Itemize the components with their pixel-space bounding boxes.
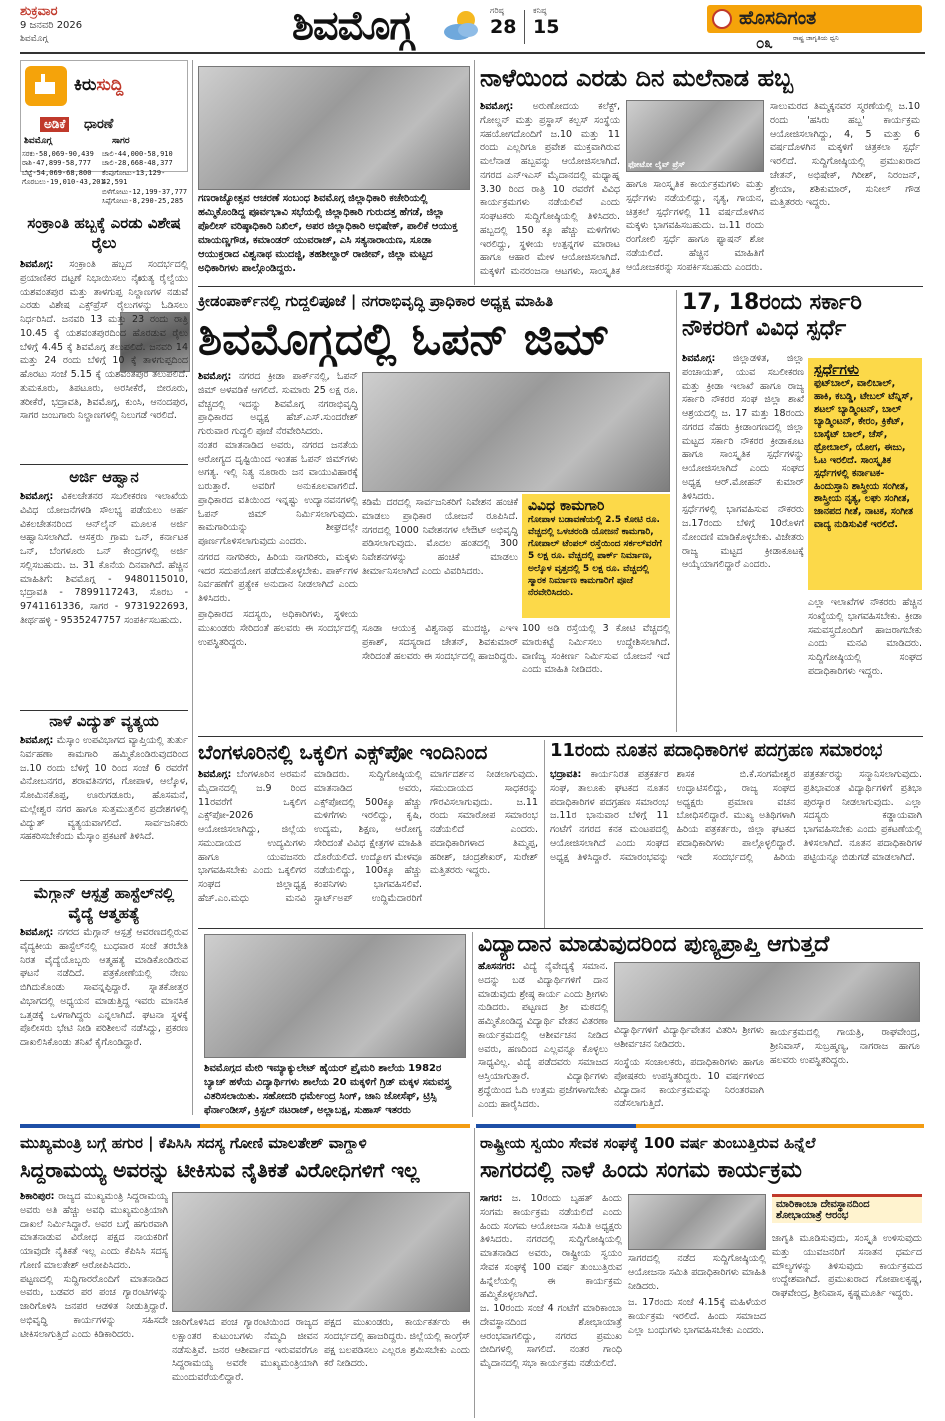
rss-side-badge: ಮಾರಿಕಾಂಬಾ ದೇವಸ್ಥಾನದಿಂದ ಶೋಭಾಯಾತ್ರೆ ಆರಂಭ [772, 1194, 922, 1223]
market-row: ಚಾಲಿ-28,668-48,377 [102, 159, 173, 168]
vidyadana-dateline: ಹೊಸನಗರ: [478, 961, 516, 972]
rss-story-col2: ಜ. 17ರಂದು ಸಂಜೆ 4.15ಕ್ಕೆ ಮಹಿಳೆಯರ ಕಾರ್ಯಕ್ರಮ ಇರಲಿದೆ. ಹಿಂದು ಸಮಾಜದ ಎಲ್ಲಾ ಬಂಧುಗಳು ಭಾಗವಹಿಸಬೇಕು ಎಂದರು. [628, 1297, 766, 1336]
market-row: ಕೆಂಪುಗೋಟು-13,129-42,591 [102, 168, 166, 187]
meeting-caption: ಗಣರಾಜ್ಯೋತ್ಸವ ಆಚರಣೆ ಸಂಬಂಧ ಶಿವಮೊಗ್ಗ ಜಿಲ್ಲಾಧಿಕಾರಿ ಕಚೇರಿಯಲ್ಲಿ ಹಮ್ಮಿಕೊಂಡಿದ್ದ ಪೂರ್ವಭಾವಿ ಸಭೆಯಲ್ಲಿ ಜಿಲ್ಲಾಧಿಕಾರಿ ಗುರುದತ್ತ ಹೆಗಡೆ, ಜಿಲ್ಲಾ ಪೊಲೀಸ್ ವರಿಷ್ಠಾಧಿಕಾರಿ ನಿಖಿಲ್, ಅಪರ ಜಿಲ್ಲಾಧಿಕಾರಿ ಅಭಿಷೇಕ್, ಪಾಲಿಕೆ ಆಯುಕ್ತ ಮಾಯಣ್ಣಗೌಡ, ಕಮಾಂಡರ್ ಯುವರಾಜ್, ಎಸಿ ಸತ್ಯನಾರಾಯಣ, ಸೂಡಾ ಆಯುಕ್ತರಾದ ವಿಶ್ವನಾಥ ಮುದಜ್ಜಿ, ತಹಶೀಲ್ದಾರ್ ರಾಜೀವ್, ಜಿಲ್ಲಾ ಮಟ್ಟದ ಅಧಿಕಾರಿಗಳು ಪಾಲ್ಗೊಂಡಿದ್ದರು. [198, 193, 458, 274]
power-text: ಮೆಸ್ಕಾಂ ಉಪವಿಭಾಗದ ವ್ಯಾಪ್ತಿಯಲ್ಲಿ ತುರ್ತು ನಿರ್ವಹಣಾ ಕಾಮಗಾರಿ ಹಮ್ಮಿಕೊಂಡಿರುವುದರಿಂದ ಜ.10 ರಂದು ಬೆಳಿಗ್ಗೆ 10 ರಿಂದ ಸಂಜೆ 6 ರವರೆಗೆ ವಿನೋಬನಗರ, ಶರಾವತಿನಗರ, ಗೋಪಾಳ, ಆಲ್ಕೊಳ, ಸೋಮಿನಕೊಪ್ಪ, ಊರುಗಡೂರು, ಹೊಸಮನೆ, ಮಲ್ಲೇಶ್ವರ ನಗರ ಹಾಗೂ ಸುತ್ತಮುತ್ತಲಿನ ಪ್ರದೇಶಗಳಲ್ಲಿ ವಿದ್ಯುತ್ ವ್ಯತ್ಯಯವಾಗಲಿದೆ. ಸಾರ್ವಜನಿಕರು ಸಹಕರಿಸಬೇಕೆಂದು ಮೆಸ್ಕಾಂ ಪ್ರಕಟಣೆ ತಿಳಿಸಿದೆ. [20, 735, 188, 843]
vidyadana-story-col1 [478, 960, 608, 1117]
brand-emblem-icon [712, 9, 732, 29]
max-temp-block [490, 6, 516, 38]
okkaliga-text: ಬೆಂಗಳೂರಿನ ಅರಮನೆ ಮೈದಾನದಲ್ಲಿ ಜ.9 ರಿಂದ 11ರವರೆಗೆ ಒಕ್ಕಲಿಗ ಎಕ್ಸ್‌ಪೋ-2026 ಆಯೋಜಿಸಲಾಗಿದ್ದು, ಜಿಲ್ಲೆಯ ಸಮುದಾಯದ ಉದ್ಯಮಿಗಳು ಹಾಗೂ ಯುವಜನರು ಭಾಗವಹಿಸಬೇಕು ಎಂದು ಒಕ್ಕಲಿಗರ ಸಂಘದ ಜಿಲ್ಲಾಧ್ಯಕ್ಷ ಹೆಚ್.ಎಂ.ಮಧು ಮನವಿ ಮಾಡಿದರು. ಸುದ್ದಿಗೋಷ್ಠಿಯಲ್ಲಿ ಮಾತನಾಡಿದ ಅವರು, ಎಕ್ಸ್‌ಪೋದಲ್ಲಿ 500ಕ್ಕೂ ಹೆಚ್ಚು ಮಳಿಗೆಗಳು ಇರಲಿದ್ದು, ಕೃಷಿ, ಉದ್ಯಮ, ಶಿಕ್ಷಣ, ಆರೋಗ್ಯ ಸೇರಿದಂತೆ ವಿವಿಧ ಕ್ಷೇತ್ರಗಳ ಮಾಹಿತಿ ದೊರೆಯಲಿದೆ. ಉದ್ಯೋಗ ಮೇಳವೂ ನಡೆಯಲಿದ್ದು, 100ಕ್ಕೂ ಹೆಚ್ಚು ಕಂಪನಿಗಳು ಭಾಗವಹಿಸಲಿವೆ. ಸ್ಟಾರ್ಟ್‌ಅಪ್ ಉದ್ದಿಮೆದಾರರಿಗೆ ಮಾರ್ಗದರ್ಶನ ನೀಡಲಾಗುವುದು. ಸಮುದಾಯದ ಸಾಧಕರನ್ನು ಗೌರವಿಸಲಾಗುವುದು. ಜ.11 ರಂದು ಸಮಾರೋಪ ಸಮಾರಂಭ ನಡೆಯಲಿದೆ ಎಂದರು. ಪದಾಧಿಕಾರಿಗಳಾದ ತಿಮ್ಮಪ್ಪ, ಹರೀಶ್, ಚಂದ್ರಶೇಖರ್, ಸುರೇಶ್ ಮತ್ತಿತರರು ಇದ್ದರು. [198, 769, 538, 904]
competition-story-col2: ಎಲ್ಲಾ ಇಲಾಖೆಗಳ ನೌಕರರು ಹೆಚ್ಚಿನ ಸಂಖ್ಯೆಯಲ್ಲಿ ಭಾಗವಹಿಸಬೇಕು. ಕ್ರೀಡಾ ಸಮವಸ್ತ್ರದೊಂದಿಗೆ ಹಾಜರಾಗಬೇಕು ಎಂದು ಮನವಿ ಮಾಡಿದರು. ಸುದ್ದಿಗೋಷ್ಠಿಯಲ್ಲಿ ಸಂಘದ ಪದಾಧಿಕಾರಿಗಳು ಇದ್ದರು. [808, 597, 922, 677]
oath-dateline: ಭದ್ರಾವತಿ: [550, 769, 582, 780]
dharane-label: ಧಾರಣೆ [84, 117, 114, 132]
application-story [20, 490, 188, 708]
train-dateline: ಶಿವಮೊಗ್ಗ: [20, 259, 54, 270]
cm-story-col2: ಜಾರಿಗೊಳಿಸಿದ ಪಂಚ ಗ್ಯಾರಂಟಿಯಿಂದ ರಾಜ್ಯದ ಲಕ್ಷಾಂತರ ಕುಟುಂಬಗಳು ನೆಮ್ಮದಿ ಜೀವನ ನಡೆಸುತ್ತಿವೆ. ಜನರ ಆಶೀರ್ವಾದ ಇರುವವರೆಗೂ ಸಿದ್ದರಾಮಯ್ಯ ಅವರೇ ಮುಖ್ಯಮಂತ್ರಿಯಾಗಿ ಮುಂದುವರೆಯಲಿದ್ದಾರೆ. [172, 1317, 318, 1384]
pointing-hand-icon [25, 66, 67, 106]
market-row: ಚಾಲಿ-44,000-58,910 [102, 150, 173, 158]
rule [472, 932, 473, 1117]
masthead-rule [20, 52, 925, 54]
application-text: ವಿಕಲಚೇತನರ ಸಬಲೀಕರಣ ಇಲಾಖೆಯ ವಿವಿಧ ಯೋಜನೆಗಳಡಿ ಸೌಲಭ್ಯ ಪಡೆಯಲು ಅರ್ಹ ವಿಕಲಚೇತನರಿಂದ ಆನ್‌ಲೈನ್ ಮೂಲಕ ಅರ್ಜಿ ಆಹ್ವಾನಿಸಲಾಗಿದೆ. ಆಸಕ್ತರು ಗ್ರಾಮ ಒನ್, ಕರ್ನಾಟಕ ಒನ್, ಬೆಂಗಳೂರು ಒನ್ ಕೇಂದ್ರಗಳಲ್ಲಿ ಅರ್ಜಿ ಸಲ್ಲಿಸಬಹುದು. ಜ. 31 ಕೊನೆಯ ದಿನವಾಗಿದೆ. ಹೆಚ್ಚಿನ ಮಾಹಿತಿಗೆ: ಶಿವಮೊಗ್ಗ - 9480115010, ಭದ್ರಾವತಿ - 7899117243, ಸೊರಬ - 9741161336, ಸಾಗರ - 9731922693, ತೀರ್ಥಹಳ್ಳಿ - 9535247757 ಸಂಪರ್ಕಿಸಬಹುದು. [20, 491, 188, 626]
rule [676, 290, 677, 732]
market-table-right [102, 150, 188, 207]
school-caption: ಶಿವಮೊಗ್ಗದ ಮೇರಿ ಇಮ್ಯಾಕ್ಯುಲೇಟ್ ಹೈಯರ್ ಪ್ರೈಮರಿ ಶಾಲೆಯ 1982ರ ಬ್ಯಾಚ್ ಹಳೆಯ ವಿದ್ಯಾರ್ಥಿಗಳು ಶಾಲೆಯ 20 ಮಕ್ಕಳಿಗೆ ಗ್ರಿಡ್ ಮಕ್ಕಳ ಸಮವಸ್ತ್ರ ವಿತರಿಸಲಾಯಿತು. ಸಹೋದರಿ ಧರ್ಮೇಂದ್ರ ಸಿಂಗ್, ಜಾನಿ ಜೋಸೆಫ್, ಟ್ರಿಸ್ಸಿ ಫೆರ್ನಾಂಡೀಸ್, ಕ್ರಿಸ್ಟಲ್ ನಟರಾಜ್, ಅಲ್ಲಾಬಕ್ಷ, ಸುಹಾಸ್ ಇತರರು [204, 1063, 451, 1116]
page-number: ೦೩ [756, 34, 773, 52]
hostel-story [20, 926, 188, 1114]
hostel-headline: ಮೆಗ್ಗಾನ್ ಆಸ್ಪತ್ರೆ ಹಾಸ್ಟೆಲ್‌ನಲ್ಲಿ ವೈದ್ಯೆ ಆತ್ಮಹತ್ಯೆ [33, 884, 175, 922]
gym-story-col4: ಸೂಡಾ ಆಯುಕ್ತ ವಿಶ್ವನಾಥ ಮುದಜ್ಜಿ, ಎಇಇ ಪ್ರಕಾಶ್, ಸದಸ್ಯರಾದ ಚೇತನ್, ಶಿವಕುಮಾರ್ ಸೇರಿದಂತೆ ಹಲವರು ಈ ಸಂದರ್ಭದಲ್ಲಿ ಹಾಜರಿದ್ದರು. [362, 623, 518, 662]
okkaliga-dateline: ಶಿವಮೊಗ್ಗ: [198, 769, 232, 780]
rule [544, 740, 545, 928]
competition-text1: ಜಿಲ್ಲಾಡಳಿತ, ಜಿಲ್ಲಾ ಪಂಚಾಯತ್, ಯುವ ಸಬಲೀಕರಣ ಮತ್ತು ಕ್ರೀಡಾ ಇಲಾಖೆ ಹಾಗೂ ರಾಜ್ಯ ಸರ್ಕಾರಿ ನೌಕರರ ಸಂಘ ಜಿಲ್ಲಾ ಶಾಖೆ ಆಶ್ರಯದಲ್ಲಿ ಜ. 17 ಮತ್ತು 18ರಂದು ನಗರದ ನೆಹರು ಕ್ರೀಡಾಂಗಣದಲ್ಲಿ ಜಿಲ್ಲಾ ಮಟ್ಟದ ಸರ್ಕಾರಿ ನೌಕರರ ಕ್ರೀಡಾಕೂಟ ಹಾಗೂ ಸಾಂಸ್ಕೃತಿಕ ಸ್ಪರ್ಧೆಗಳನ್ನು ಆಯೋಜಿಸಲಾಗಿದೆ ಎಂದು ಸಂಘದ ಅಧ್ಯಕ್ಷ ಆರ್.ಮೋಹನ್ ಕುಮಾರ್ ತಿಳಿಸಿದರು. [682, 353, 804, 502]
rule [20, 710, 188, 711]
works-box [522, 494, 670, 618]
cm-photo [172, 1192, 470, 1312]
rss-accent-bar [476, 1124, 636, 1128]
works-box-title: ವಿವಿಧ ಕಾಮಗಾರಿ [528, 498, 605, 514]
rss-text2: ಜ. 10ರಂದು ಸಂಜೆ 4 ಗಂಟೆಗೆ ಮಾರಿಕಾಂಬಾ ದೇವಸ್ಥಾನದಿಂದ ಶೋಭಾಯಾತ್ರೆ ಆರಂಭವಾಗಲಿದ್ದು, ನಗರದ ಪ್ರಮುಖ ಬೀದಿಗಳಲ್ಲಿ ಸಾಗಲಿದೆ. ನಂತರ ಗಾಂಧಿ ಮೈದಾನದಲ್ಲಿ ಸಭಾ ಕಾರ್ಯಕ್ರಮ ನಡೆಯಲಿದೆ. [480, 1303, 622, 1370]
cm-text1: ರಾಜ್ಯದ ಮುಖ್ಯಮಂತ್ರಿ ಸಿದ್ದರಾಮಯ್ಯ ಅವರು ಅತಿ ಹೆಚ್ಚು ಅವಧಿ ಮುಖ್ಯಮಂತ್ರಿಯಾಗಿ ದಾಖಲೆ ನಿರ್ಮಿಸಿದ್ದಾರೆ. ಅವರ ಬಗ್ಗೆ ಹಗುರವಾಗಿ ಮಾತನಾಡುವ ವಿರೋಧ ಪಕ್ಷದ ನಾಯಕರಿಗೆ ಯಾವುದೇ ನೈತಿಕತೆ ಇಲ್ಲ ಎಂದು ಕೆಪಿಸಿಸಿ ಸದಸ್ಯ ಗೋಣಿ ಮಾಲತೇಶ್ ಆರೋಪಿಸಿದರು. [20, 1191, 168, 1271]
brand-tagline: ರಾಷ್ಟ್ರ ಜಾಗೃತಿಯ ಧ್ವನಿ [793, 34, 839, 42]
gym-photo [362, 372, 670, 492]
adike-tag: ಅಡಿಕೆ [40, 117, 69, 132]
vidyadana-photo-caption: ವಿದ್ಯಾರ್ಥಿಗಳಿಗೆ ವಿದ್ಯಾರ್ಥಿವೇತನ ವಿತರಿಸಿ ಶ್ರೀಗಳು ಆಶೀರ್ವಚನ ನೀಡಿದರು. [614, 1025, 764, 1050]
gym-headline: ಶಿವಮೊಗ್ಗದಲ್ಲಿ ಓಪನ್ ಜಿಮ್ [198, 314, 610, 365]
gym-story-col2: ಕಡಿಮೆ ದರದಲ್ಲಿ ಸಾರ್ವಜನಿಕರಿಗೆ ನಿವೇಶನ ಹಂಚಿಕೆ ಮಾಡಲು ಪ್ರಾಧಿಕಾರ ಯೋಜನೆ ರೂಪಿಸಿದೆ. ನಗರದಲ್ಲಿ 1000 ನಿವೇಶನಗಳ ಲೇಔಟ್ ಅಭಿವೃದ್ಧಿ ಪಡಿಸಲಾಗುವುದು. ಮೊದಲ ಹಂತದಲ್ಲಿ 300 ನಿವೇಶನಗಳನ್ನು ಹಂಚಿಕೆ ಮಾಡಲು ತೀರ್ಮಾನಿಸಲಾಗಿದೆ ಎಂದು ವಿವರಿಸಿದರು. [362, 497, 518, 577]
hostel-text: ನಗರದ ಮೆಗ್ಗಾನ್ ಆಸ್ಪತ್ರೆ ಆವರಣದಲ್ಲಿರುವ ವೈದ್ಯಕೀಯ ಹಾಸ್ಟೆಲ್‌ನಲ್ಲಿ ಬುಧವಾರ ಸಂಜೆ ತರಬೇತಿ ನಿರತ ವೈದ್ಯೆಯೊಬ್ಬರು ಆತ್ಮಹತ್ಯೆ ಮಾಡಿಕೊಂಡಿರುವ ಘಟನೆ ನಡೆದಿದೆ. ಪತ್ರಕೋಣೆಯಲ್ಲಿ ನೇಣು ಬಿಗಿದುಕೊಂಡು ಸಾವನ್ನಪ್ಪಿದ್ದಾರೆ. ಸ್ನಾತಕೋತ್ತರ ವಿಭಾಗದಲ್ಲಿ ಅಧ್ಯಯನ ಮಾಡುತ್ತಿದ್ದ ಇವರು ಮಾನಸಿಕ ಒತ್ತಡಕ್ಕೆ ಒಳಗಾಗಿದ್ದರು ಎನ್ನಲಾಗಿದೆ. ಘಟನಾ ಸ್ಥಳಕ್ಕೆ ಪೊಲೀಸರು ಭೇಟಿ ನೀಡಿ ಪರಿಶೀಲನೆ ನಡೆಸಿದ್ದು, ಪ್ರಕರಣ ದಾಖಲಿಸಿಕೊಂಡು ತನಿಖೆ ಕೈಗೊಂಡಿದ್ದಾರೆ. [20, 927, 188, 1049]
works-box-text: ಗೋಪಾಳ ಬಡಾವಣೆಯಲ್ಲಿ 2.5 ಕೋಟಿ ರೂ. ವೆಚ್ಚದಲ್ಲಿ ಒಳಚರಂಡಿ ಯೋಜನೆ ಕಾಮಗಾರಿ, ಗೋಪಾಲ್ ಟೆಂಪಲ್ ರಸ್ತೆಯಿಂದ ಸರ್ಕಲ್‌ವರೆಗೆ 5 ಲಕ್ಷ ರೂ. ವೆಚ್ಚದಲ್ಲಿ ಪಾರ್ಕ್ ನಿರ್ಮಾಣ, ಅಲ್ಕೊಳ ವೃತ್ತದಲ್ಲಿ 5 ಲಕ್ಷ ರೂ. ವೆಚ್ಚದಲ್ಲಿ ಸ್ಮಾರಕ ನಿರ್ಮಾಣ ಕಾಮಗಾರಿಗೆ ಪೂಜೆ ನೆರವೇರಿಸಿದರು. [528, 515, 662, 598]
rss-story-col3: ಜಾಗೃತಿ ಮೂಡಿಸುವುದು, ಸಂಸ್ಕೃತಿ ಉಳಿಸುವುದು ಮತ್ತು ಯುವಜನರಿಗೆ ಸನಾತನ ಧರ್ಮದ ಮೌಲ್ಯಗಳನ್ನು ತಿಳಿಸುವುದು ಕಾರ್ಯಕ್ರಮದ ಉದ್ದೇಶವಾಗಿದೆ. ಪ್ರಮುಖರಾದ ಗೋಪಾಲಕೃಷ್ಣ, ರಾಘವೇಂದ್ರ, ಶ್ರೀನಿವಾಸ, ಕೃಷ್ಣಮೂರ್ತಿ ಇದ್ದರು. [772, 1233, 922, 1300]
competition-headline: 17, 18ರಂದು ಸರ್ಕಾರಿ ನೌಕರರಿಗೆ ವಿವಿಧ ಸ್ಪರ್ಧೆ [682, 290, 862, 342]
masthead-city: ಶಿವಮೊಗ್ಗ [20, 34, 48, 44]
cm-headline: ಸಿದ್ದರಾಮಯ್ಯ ಅವರನ್ನು ಟೀಕಿಸುವ ನೈತಿಕತೆ ವಿರೋಧಿಗಳಿಗೆ ಇಲ್ಲ [20, 1158, 420, 1182]
application-headline: ಅರ್ಜಿ ಆಹ್ವಾನ [69, 468, 139, 486]
gym-dateline: ಶಿವಮೊಗ್ಗ: [198, 371, 232, 382]
sports-box-text: ಫುಟ್‌ಬಾಲ್, ವಾಲಿಬಾಲ್, ಹಾಕಿ, ಕಬಡ್ಡಿ, ಟೇಬಲ್ ಟೆನ್ನಿಸ್, ಶಟಲ್ ಬ್ಯಾಡ್ಮಿಂಟನ್, ಬಾಲ್ ಬ್ಯಾಡ್ಮಿಂಟನ್, ಕೇರಂ, ಕ್ರಿಕೆಟ್, ಬಾಸ್ಕೆಟ್ ಬಾಲ್, ಚೆಸ್, ಥ್ರೋಬಾಲ್, ಯೋಗ, ಈಜು, ಓಟ ಇರಲಿದೆ. ಸಾಂಸ್ಕೃತಿಕ ಸ್ಪರ್ಧೆಗಳಲ್ಲಿ ಕರ್ನಾಟಕ-ಹಿಂದುಸ್ತಾನಿ ಶಾಸ್ತ್ರೀಯ ಸಂಗೀತ, ಶಾಸ್ತ್ರೀಯ ನೃತ್ಯ, ಲಘು ಸಂಗೀತ, ಜಾನಪದ ಗೀತೆ, ನಾಟಕ, ಸಂಗೀತ ವಾದ್ಯ ನುಡಿಸುವಿಕೆ ಇರಲಿದೆ. [814, 378, 914, 530]
rss-accent-bar-2 [636, 1124, 924, 1128]
competition-dateline: ಶಿವಮೊಗ್ಗ: [682, 353, 716, 364]
rule [20, 880, 188, 881]
rss-story-col1 [480, 1192, 622, 1416]
kiru-title-b: ಸುದ್ದಿ [96, 75, 124, 95]
gym-text1: ನಗರದ ಕ್ರೀಡಾ ಪಾರ್ಕ್‌ನಲ್ಲಿ, ಓಪನ್ ಜಿಮ್ ಅಳವಡಿಕೆ ಆಗಲಿದೆ. ಸುಮಾರು 25 ಲಕ್ಷ ರೂ. ವೆಚ್ಚದಲ್ಲಿ ಇದನ್ನು ಶಿವಮೊಗ್ಗ ನಗರಾಭಿವೃದ್ಧಿ ಪ್ರಾಧಿಕಾರದ ಅಧ್ಯಕ್ಷ ಹೆಚ್.ಎಸ್.ಸುಂದರೇಶ್ ಗುರುವಾರ ಗುದ್ದಲಿ ಪೂಜೆ ನೆರವೇರಿಸಿದರು. [198, 371, 358, 438]
rule [198, 928, 923, 929]
cm-accent-bar [20, 1124, 200, 1128]
train-story [20, 258, 188, 458]
power-story [20, 734, 188, 874]
malenadu-story-col3: ಸಾಲುಮರದ ತಿಮ್ಮಕ್ಕನವರ ಸ್ಮರಣೆಯಲ್ಲಿ ಜ.10 ರಂದು 'ಹಸಿರು ಹಬ್ಬ' ಕಾರ್ಯಕ್ರಮ ಆಯೋಜಿಸಲಾಗಿದ್ದು, 4, 5 ಮತ್ತು 6 ವರ್ಷದೊಳಗಿನ ಮಕ್ಕಳಿಗೆ ಚಿತ್ರಕಲಾ ಸ್ಪರ್ಧೆ ಇರಲಿದೆ. ಸುದ್ದಿಗೋಷ್ಠಿಯಲ್ಲಿ ಪ್ರಮುಖರಾದ ಚೇತನ್, ಅಭಿಷೇಕ್, ಗಿರೀಶ್, ನಿರಂಜನ್, ಶ್ರೇಯಾ, ಶಶಿಕುಮಾರ್, ಸುನೀಲ್ ಗೌಡ ಮತ್ತಿತರರು ಇದ್ದರು. [770, 101, 920, 209]
cm-accent-bar-2 [200, 1124, 470, 1128]
train-text: ಸಂಕ್ರಾಂತಿ ಹಬ್ಬದ ಸಂದರ್ಭದಲ್ಲಿ ಪ್ರಯಾಣಿಕರ ದಟ್ಟಣೆ ನಿಭಾಯಿಸಲು ನೈಋತ್ಯ ರೈಲ್ವೆಯು ಯಶವಂತಪುರ ಮತ್ತು ತಾಳಗುಪ್ಪ ನಿಲ್ದಾಣಗಳ ನಡುವೆ ಎರಡು ವಿಶೇಷ ಎಕ್ಸ್‌ಪ್ರೆಸ್ ರೈಲುಗಳನ್ನು ಓಡಿಸಲು ನಿರ್ಧರಿಸಿದೆ. ಜನವರಿ 13 ಮತ್ತು 23 ರಂದು ರಾತ್ರಿ 10.45 ಕ್ಕೆ ಯಶವಂತಪುರದಿಂದ ಹೊರಡುವ ರೈಲು ಬೆಳಿಗ್ಗೆ 4.45 ಕ್ಕೆ ಶಿವಮೊಗ್ಗ ತಲುಪಲಿದೆ. ಜನವರಿ 14 ಮತ್ತು 24 ರಂದು ಬೆಳಿಗ್ಗೆ 10 ಕ್ಕೆ ತಾಳಗುಪ್ಪದಿಂದ ಹೊರಟು ಸಂಜೆ 5.15 ಕ್ಕೆ ಯಶವಂತಪುರ ತಲುಪಲಿದೆ. ತುಮಕೂರು, ತಿಪಟೂರು, ಅರಸೀಕೆರೆ, ಬೀರೂರು, ತರೀಕೆರೆ, ಭದ್ರಾವತಿ, ಶಿವಮೊಗ್ಗ, ಕುಂಸಿ, ಆನಂದಪುರ, ಸಾಗರ ಜಂಬಗಾರು ನಿಲ್ದಾಣಗಳಲ್ಲಿ ನಿಲುಗಡೆ ಇರಲಿದೆ. [20, 259, 188, 422]
malenadu-headline: ನಾಳೆಯಿಂದ ಎರಡು ದಿನ ಮಲೆನಾಡ ಹಬ್ಬ [480, 64, 794, 92]
competition-text2: ಸ್ಪರ್ಧೆಗಳಲ್ಲಿ ಭಾಗವಹಿಸುವ ನೌಕರರು ಜ.17ರಂದು ಬೆಳಿಗ್ಗೆ 10ರೊಳಗೆ ನೋಂದಣಿ ಮಾಡಿಕೊಳ್ಳಬೇಕು. ವಿಜೇತರು ರಾಜ್ಯ ಮಟ್ಟದ ಕ್ರೀಡಾಕೂಟಕ್ಕೆ ಆಯ್ಕೆಯಾಗಲಿದ್ದಾರೆ ಎಂದರು. [682, 504, 804, 571]
gym-text3: ನಗರದ ನಾಗರಿಕರು, ಹಿರಿಯ ನಾಗರಿಕರು, ಮಕ್ಕಳು ಇದರ ಸದುಪಯೋಗ ಪಡೆದುಕೊಳ್ಳಬೇಕು. ಪಾರ್ಕ್‌ಗಳ ನಿರ್ವಹಣೆಗೆ ಪ್ರತ್ಯೇಕ ಅನುದಾನ ನೀಡಲಾಗಿದೆ ಎಂದು ತಿಳಿಸಿದರು. [198, 551, 358, 605]
market-row: ರಾಶಿ-47,899-58,777 [22, 159, 92, 168]
power-headline: ನಾಳೆ ವಿದ್ಯುತ್ ವ್ಯತ್ಯಯ [49, 712, 159, 730]
min-temp-label: ಕನಿಷ್ಠ [533, 6, 547, 15]
malenadu-text2: ಹಬ್ಬದಲ್ಲಿ 150 ಕ್ಕೂ ಹೆಚ್ಚು ಮಳಿಗೆಗಳು ಇರಲಿದ್ದು, ಸ್ಥಳೀಯ ಉತ್ಪನ್ನಗಳ ಮಾರಾಟ ಹಾಗೂ ಆಹಾರ ಮೇಳ ಆಯೋಜಿಸಲಾಗಿದೆ. ಮಕ್ಕಳಿಗೆ ಮನರಂಜನಾ ಆಟಗಳು, ಸಾಂಸ್ಕೃತಿಕ [480, 224, 620, 278]
train-headline: ಸಂಕ್ರಾಂತಿ ಹಬ್ಬಕ್ಕೆ ಎರಡು ವಿಶೇಷ ರೈಲು [27, 214, 181, 252]
meeting-photo [198, 66, 470, 190]
market-col2-head: ಸಾಗರ [112, 136, 130, 146]
vidyadana-story-col3: ಕಾರ್ಯಕ್ರಮದಲ್ಲಿ ಗಾಯತ್ರಿ, ರಾಘವೇಂದ್ರ, ಶ್ರೀನಿವಾಸ್, ಸುಬ್ರಹ್ಮಣ್ಯ, ನಾಗರಾಜ ಹಾಗೂ ಹಲವರು ಉಪಸ್ಥಿತರಿದ್ದರು. [770, 1027, 920, 1066]
cm-story-col1 [20, 1190, 168, 1416]
left-column-rule [192, 60, 193, 1115]
school-photo [204, 934, 466, 1058]
max-temp-label: ಗರಿಷ್ಠ [490, 6, 504, 15]
rule [474, 60, 475, 285]
market-row: ಬೆಟ್ಟೆ-54,069-68,800 [22, 168, 92, 177]
market-row: ಸರಕು-58,069-90,439 [22, 150, 94, 158]
rule [198, 286, 923, 287]
gym-text4: ಪ್ರಾಧಿಕಾರದ ಸದಸ್ಯರು, ಅಧಿಕಾರಿಗಳು, ಸ್ಥಳೀಯ ಮುಖಂಡರು ಸೇರಿದಂತೆ ಹಲವರು ಈ ಸಂದರ್ಭದಲ್ಲಿ ಉಪಸ್ಥಿತರಿದ್ದರು. [198, 609, 358, 648]
gym-kicker: ಕ್ರೀಡಂಪಾರ್ಕ್‌ನಲ್ಲಿ ಗುದ್ದಲಿಪೂಜೆ | ನಗರಾಭಿವೃದ್ಧಿ ಪ್ರಾಧಿಕಾರ ಅಧ್ಯಕ್ಷ ಮಾಹಿತಿ [198, 292, 554, 310]
rss-photo [628, 1194, 766, 1250]
gym-story-col1 [198, 370, 358, 730]
sports-box [808, 358, 922, 590]
rss-dateline: ಸಾಗರ: [480, 1193, 503, 1204]
partly-cloudy-icon [442, 6, 482, 44]
masthead-date: 9 ಜನವರಿ 2026 [20, 20, 83, 31]
application-dateline: ಶಿವಮೊಗ್ಗ: [20, 491, 54, 502]
temp-divider [524, 10, 525, 44]
hostel-dateline: ಶಿವಮೊಗ್ಗ: [20, 927, 54, 938]
kiru-title-a: ಕಿರು [74, 75, 97, 95]
market-row: ಗೊರಬಲು-19,010-43,201 [22, 178, 105, 187]
cm-text2: ಪಟ್ಟಣದಲ್ಲಿ ಸುದ್ದಿಗಾರರೊಂದಿಗೆ ಮಾತನಾಡಿದ ಅವರು, ಬಡವರ ಪರ ಪಂಚ ಗ್ಯಾರಂಟಿಗಳನ್ನು ಜಾರಿಗೊಳಿಸಿ ಜನಪರ ಆಡಳಿತ ನೀಡುತ್ತಿದ್ದಾರೆ. ಅಭಿವೃದ್ಧಿ ಕಾರ್ಯಗಳನ್ನು ಸಹಿಸದೇ ಟೀಕಿಸಲಾಗುತ್ತಿದೆ ಎಂದು ಕಿಡಿಕಾರಿದರು. [20, 1273, 168, 1340]
malenadu-photo-credit: ಫೋಟೋ ಲೈವ್ ಪ್ರೆಸ್ [628, 160, 685, 169]
rule [198, 736, 923, 737]
masthead-dateblock [20, 4, 170, 44]
vidyadana-text1: ವಿದ್ಯೆ ನೈವೇದ್ಯಕ್ಕೆ ಸಮಾನ. ಅದನ್ನು ಬಡ ವಿದ್ಯಾರ್ಥಿಗಳಿಗೆ ದಾನ ಮಾಡುವುದು ಶ್ರೇಷ್ಠ ಕಾರ್ಯ ಎಂದು ಶ್ರೀಗಳು ನುಡಿದರು. ಪಟ್ಟಣದ ಶ್ರೀ ಮಠದಲ್ಲಿ ಹಮ್ಮಿಕೊಂಡಿದ್ದ ವಿದ್ಯಾರ್ಥಿ ವೇತನ ವಿತರಣಾ ಕಾರ್ಯಕ್ರಮದಲ್ಲಿ ಆಶೀರ್ವಚನ ನೀಡಿದ ಅವರು, ಹಣದಿಂದ ಎಲ್ಲವನ್ನೂ ಕೊಳ್ಳಲು ಸಾಧ್ಯವಿಲ್ಲ. ವಿದ್ಯೆ ಪಡೆದವರು ಸಮಾಜದ ಆಸ್ತಿಯಾಗುತ್ತಾರೆ. ವಿದ್ಯಾರ್ಥಿಗಳು ಶ್ರದ್ಧೆಯಿಂದ ಓದಿ ಉತ್ತಮ ಪ್ರಜೆಗಳಾಗಬೇಕು ಎಂದು ಹಾರೈಸಿದರು. [478, 961, 608, 1110]
masthead-title: ಶಿವಮೊಗ್ಗ [292, 2, 413, 49]
rss-headline: ಸಾಗರದಲ್ಲಿ ನಾಳೆ ಹಿಂದು ಸಂಗಮ ಕಾರ್ಯಕ್ರಮ [480, 1158, 802, 1183]
gym-story-col3: 100 ಅಡಿ ರಸ್ತೆಯಲ್ಲಿ 3 ಕೋಟಿ ವೆಚ್ಚದಲ್ಲಿ ಮಾರುಕಟ್ಟೆ ನಿರ್ಮಿಸಲು ಉದ್ದೇಶಿಸಲಾಗಿದೆ. ವಾಣಿಜ್ಯ ಸಂಕೀರ್ಣ ನಿರ್ಮಿಸುವ ಯೋಜನೆ ಇದೆ ಎಂದು ಮಾಹಿತಿ ನೀಡಿದರು. [522, 623, 670, 676]
market-col1-head: ಶಿವಮೊಗ್ಗ [24, 136, 52, 146]
malenadu-story-col1 [480, 100, 620, 280]
sports-box-title: ಸ್ಪರ್ಧೆಗಳು [814, 362, 859, 378]
kiru-suddi-title [74, 75, 123, 95]
oath-headline: 11ರಂದು ನೂತನ ಪದಾಧಿಕಾರಿಗಳ ಪದಗ್ರಹಣ ಸಮಾರಂಭ [550, 740, 883, 761]
oath-story [550, 768, 922, 926]
masthead-day: ಶುಕ್ರವಾರ [20, 4, 58, 19]
vidyadana-photo [614, 962, 920, 1022]
brand-logo-bar: ಹೊಸದಿಗಂತ [707, 5, 922, 33]
malenadu-text1: ಅರುಣೋದಯ ಕಲೆಕ್ಟ್, ಗೋಲ್ಡನ್ ಮತ್ತು ಪ್ರಸ್ಥಾಸ್ ಕಲ್ಬಸ್ ಸಂಸ್ಥೆಯ ಸಹಯೋಗದೊಂದಿಗೆ ಜ.10 ಮತ್ತು 11 ರಂದು ಎಲ್ಲರಿಗೂ ಪ್ರವೇಶ ಮುಕ್ತವಾಗಿರುವ ಮಲೆನಾಡ ಹಬ್ಬವನ್ನು ಆಯೋಜಿಸಲಾಗಿದೆ. ನಗರದ ಎನ್‌ಇಎಸ್ ಮೈದಾನದಲ್ಲಿ ಮಧ್ಯಾಹ್ನ 3.30 ರಿಂದ ರಾತ್ರಿ 10 ರವರೆಗೆ ವಿವಿಧ ಕಾರ್ಯಕ್ರಮಗಳು ನಡೆಯಲಿವೆ ಎಂದು ಸಂಘಟಕರು ಸುದ್ದಿಗೋಷ್ಠಿಯಲ್ಲಿ ತಿಳಿಸಿದರು. [480, 101, 620, 223]
min-temp-block [533, 6, 559, 38]
gym-text2: ನಂತರ ಮಾತನಾಡಿದ ಅವರು, ನಗರದ ಜನತೆಯ ಆರೋಗ್ಯದ ದೃಷ್ಟಿಯಿಂದ ಇಂತಹ ಓಪನ್ ಜಿಮ್‌ಗಳು ಅಗತ್ಯ. ಇಲ್ಲಿ ನಿತ್ಯ ನೂರಾರು ಜನ ವಾಯುವಿಹಾರಕ್ಕೆ ಬರುತ್ತಾರೆ. ಅವರಿಗೆ ಅನುಕೂಲವಾಗಲಿದೆ. ಪ್ರಾಧಿಕಾರದ ವತಿಯಿಂದ ಇನ್ನಷ್ಟು ಉದ್ಯಾನವನಗಳಲ್ಲಿ ಓಪನ್ ಜಿಮ್ ನಿರ್ಮಿಸಲಾಗುವುದು. ಕಾಮಗಾರಿಯನ್ನು ಶೀಘ್ರದಲ್ಲೇ ಪೂರ್ಣಗೊಳಿಸಲಾಗುವುದು ಎಂದರು. [198, 439, 358, 548]
rss-kicker: ರಾಷ್ಟ್ರೀಯ ಸ್ವಯಂ ಸೇವಕ ಸಂಘಕ್ಕೆ 100 ವರ್ಷ ತುಂಬುತ್ತಿರುವ ಹಿನ್ನೆಲೆ [480, 1134, 816, 1152]
okkaliga-story [198, 768, 538, 926]
min-temp-value: 15 [533, 16, 560, 38]
rule [474, 1128, 475, 1418]
malenadu-dateline: ಶಿವಮೊಗ್ಗ: [480, 101, 514, 112]
cm-dateline: ಶಿಕಾರಿಪುರ: [20, 1191, 55, 1202]
malenadu-story-col2: ಹಾಗೂ ಸಾಂಸ್ಕೃತಿಕ ಕಾರ್ಯಕ್ರಮಗಳು ಮತ್ತು ಸ್ಪರ್ಧೆಗಳು ನಡೆಯಲಿದ್ದು, ನೃತ್ಯ, ಗಾಯನ, ಚಿತ್ರಕಲೆ ಸ್ಪರ್ಧೆಗಳಲ್ಲಿ 11 ವರ್ಷದೊಳಗಿನ ಮಕ್ಕಳು ಭಾಗವಹಿಸಬಹುದು. ಜ.11 ರಂದು ರಂಗೋಲಿ ಸ್ಪರ್ಧೆ ಹಾಗೂ ಫ್ಯಾಷನ್ ಶೋ ನಡೆಯಲಿದೆ. ಹೆಚ್ಚಿನ ಮಾಹಿತಿಗೆ ಆಯೋಜಕರನ್ನು ಸಂಪರ್ಕಿಸಬಹುದು ಎಂದರು. [626, 179, 764, 273]
cm-kicker: ಮುಖ್ಯಮಂತ್ರಿ ಬಗ್ಗೆ ಹಗುರ | ಕೆಪಿಸಿಸಿ ಸದಸ್ಯ ಗೋಣಿ ಮಾಲತೇಶ್ ವಾಗ್ದಾಳಿ [20, 1134, 367, 1152]
vidyadana-headline: ವಿದ್ಯಾದಾನ ಮಾಡುವುದರಿಂದ ಪುಣ್ಯಪ್ರಾಪ್ತಿ ಆಗುತ್ತದೆ [478, 932, 830, 957]
market-table-left [22, 150, 110, 188]
power-dateline: ಶಿವಮೊಗ್ಗ: [20, 735, 54, 746]
market-row: ಸಿಪ್ಪೆಗೋಟು-8,290-25,285 [102, 197, 184, 206]
vidyadana-story-col2: ಸಂಸ್ಥೆಯ ಸಂಚಾಲಕರು, ಪದಾಧಿಕಾರಿಗಳು ಹಾಗೂ ಪೋಷಕರು ಉಪಸ್ಥಿತರಿದ್ದರು. 10 ವರ್ಷಗಳಿಂದ ವಿದ್ಯಾದಾನ ಕಾರ್ಯಕ್ರಮವನ್ನು ನಿರಂತರವಾಗಿ ನಡೆಸಲಾಗುತ್ತಿದೆ. [614, 1057, 764, 1110]
rss-text1: ಜ. 10ರಂದು ಬೃಹತ್ ಹಿಂದು ಸಂಗಮ ಕಾರ್ಯಕ್ರಮ ನಡೆಯಲಿದೆ ಎಂದು ಹಿಂದು ಸಂಗಮ ಆಯೋಜನಾ ಸಮಿತಿ ಅಧ್ಯಕ್ಷರು ತಿಳಿಸಿದರು. ನಗರದಲ್ಲಿ ಸುದ್ದಿಗೋಷ್ಠಿಯಲ್ಲಿ ಮಾತನಾಡಿದ ಅವರು, ರಾಷ್ಟ್ರೀಯ ಸ್ವಯಂ ಸೇವಕ ಸಂಘಕ್ಕೆ 100 ವರ್ಷ ತುಂಬುತ್ತಿರುವ ಹಿನ್ನೆಲೆಯಲ್ಲಿ ಈ ಕಾರ್ಯಕ್ರಮ ಹಮ್ಮಿಕೊಳ್ಳಲಾಗಿದೆ. [480, 1193, 622, 1301]
oath-text: ಕಾರ್ಯನಿರತ ಪತ್ರಕರ್ತರ ಸಂಘ, ತಾಲೂಕು ಘಟಕದ ನೂತನ ಪದಾಧಿಕಾರಿಗಳ ಪದಗ್ರಹಣ ಸಮಾರಂಭ ಜ.11ರ ಭಾನುವಾರ ಬೆಳಿಗ್ಗೆ 11 ಗಂಟೆಗೆ ನಗರದ ಕನಕ ಮಂಟಪದಲ್ಲಿ ಆಯೋಜಿಸಲಾಗಿದೆ ಎಂದು ಸಂಘದ ಅಧ್ಯಕ್ಷ ತಿಳಿಸಿದ್ದಾರೆ. ಸಮಾರಂಭವನ್ನು ಶಾಸಕ ಬಿ.ಕೆ.ಸಂಗಮೇಶ್ವರ ಉದ್ಘಾಟಿಸಲಿದ್ದು, ರಾಜ್ಯ ಸಂಘದ ಅಧ್ಯಕ್ಷರು ಪ್ರಮಾಣ ವಚನ ಬೋಧಿಸಲಿದ್ದಾರೆ. ಮುಖ್ಯ ಅತಿಥಿಗಳಾಗಿ ಹಿರಿಯ ಪತ್ರಕರ್ತರು, ಜಿಲ್ಲಾ ಘಟಕದ ಪದಾಧಿಕಾರಿಗಳು ಪಾಲ್ಗೊಳ್ಳಲಿದ್ದಾರೆ. ಇದೇ ಸಂದರ್ಭದಲ್ಲಿ ಹಿರಿಯ ಪತ್ರಕರ್ತರನ್ನು ಸನ್ಮಾನಿಸಲಾಗುವುದು. ಪ್ರತಿಭಾವಂತ ವಿದ್ಯಾರ್ಥಿಗಳಿಗೆ ಪ್ರತಿಭಾ ಪುರಸ್ಕಾರ ನೀಡಲಾಗುವುದು. ಎಲ್ಲಾ ಸದಸ್ಯರು ಕಡ್ಡಾಯವಾಗಿ ಭಾಗವಹಿಸಬೇಕು ಎಂದು ಪ್ರಕಟಣೆಯಲ್ಲಿ ತಿಳಿಸಲಾಗಿದೆ. ನೂತನ ಪದಾಧಿಕಾರಿಗಳ ಪಟ್ಟಿಯನ್ನೂ ಬಿಡುಗಡೆ ಮಾಡಲಾಗಿದೆ. [550, 769, 922, 863]
rule [20, 464, 188, 465]
market-row: ಬಿಳೆಗೋಟು-12,199-37,777 [102, 187, 188, 196]
competition-story-col1 [682, 352, 804, 732]
rss-photo-caption: ಸಾಗರದಲ್ಲಿ ನಡೆದ ಸುದ್ದಿಗೋಷ್ಠಿಯಲ್ಲಿ ಆಯೋಜನಾ ಸಮಿತಿ ಪದಾಧಿಕಾರಿಗಳು ಮಾಹಿತಿ ನೀಡಿದರು. [628, 1253, 766, 1292]
max-temp-value: 28 [490, 16, 517, 38]
okkaliga-headline: ಬೆಂಗಳೂರಿನಲ್ಲಿ ಒಕ್ಕಲಿಗ ಎಕ್ಸ್‌ಪೋ ಇಂದಿನಿಂದ [198, 740, 488, 764]
cm-story-col3: ಪಕ್ಷದ ಮುಖಂಡರು, ಕಾರ್ಯಕರ್ತರು ಈ ಸಂದರ್ಭದಲ್ಲಿ ಹಾಜರಿದ್ದರು. ಜಿಲ್ಲೆಯಲ್ಲಿ ಕಾಂಗ್ರೆಸ್ ಪಕ್ಷ ಬಲಪಡಿಸಲು ಎಲ್ಲರೂ ಶ್ರಮಿಸಬೇಕು ಎಂದು ಕರೆ ನೀಡಿದರು. [324, 1317, 470, 1370]
